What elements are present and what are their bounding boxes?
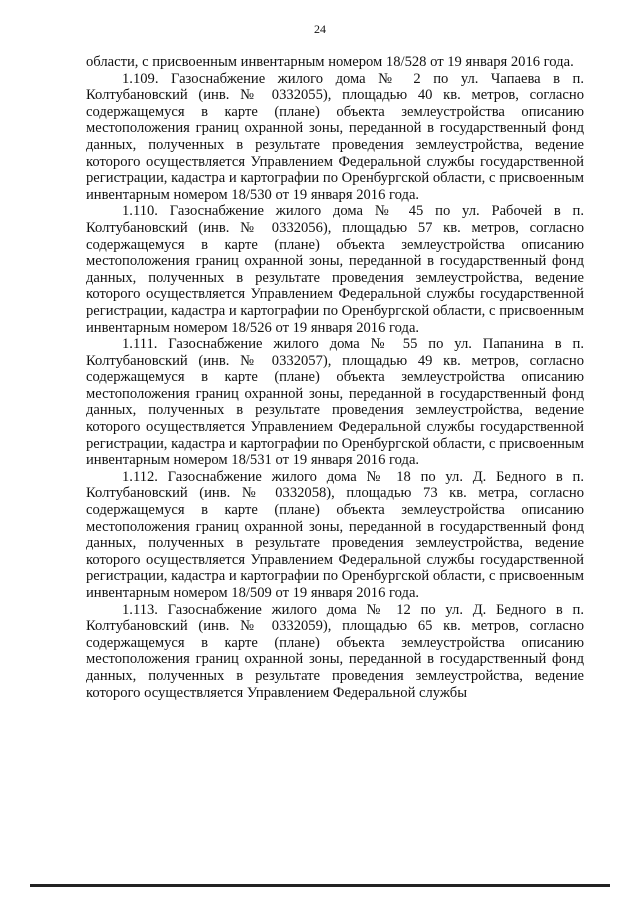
paragraph-item-1-113: 1.113. Газоснабжение жилого дома № 12 по ул. Д. Бедного в п. Колтубановский (инв. № 0332059), площадью 65 кв. метров, согласно содержащемуся в карте (плане) объекта землеустройства описанию местоположения границ охранной зоны, переданной в государственный фонд данных, полученных в результате проведения землеустройства, ведение которого осуществляется Управлением Федеральной службы — [86, 601, 584, 701]
paragraph-continuation: области, с присвоенным инвентарным номером 18/528 от 19 января 2016 года. — [86, 54, 574, 70]
paragraph-item-1-109: 1.109. Газоснабжение жилого дома № 2 по ул. Чапаева в п. Колтубановский (инв. № 0332055), площадью 40 кв. метров, согласно содержащемуся в карте (плане) объекта землеустройства описанию местоположения границ охранной зоны, переданной в государственный фонд данных, полученных в результате проведения землеустройства, ведение которого осуществляется Управлением Федеральной службы государственной регистрации, кадастра и картографии по Оренбургской области, с присвоенным инвентарным номером 18/530 от 19 января 2016 года. — [86, 70, 584, 203]
paragraph-item-1-110: 1.110. Газоснабжение жилого дома № 45 по ул. Рабочей в п. Колтубановский (инв. № 0332056), площадью 57 кв. метров, согласно содержащемуся в карте (плане) объекта землеустройства описанию местоположения границ охранной зоны, переданной в государственный фонд данных, полученных в результате проведения землеустройства, ведение которого осуществляется Управлением Федеральной службы государственной регистрации, кадастра и картографии по Оренбургской области, с присвоенным инвентарным номером 18/526 от 19 января 2016 года. — [86, 203, 584, 336]
page-bottom-rule — [30, 884, 610, 887]
document-body — [86, 54, 584, 701]
paragraph-item-1-111: 1.111. Газоснабжение жилого дома № 55 по ул. Папанина в п. Колтубановский (инв. № 0332057), площадью 49 кв. метров, согласно содержащемуся в карте (плане) объекта землеустройства описанию местоположения границ охранной зоны, переданной в государственный фонд данных, полученных в результате проведения землеустройства, ведение которого осуществляется Управлением Федеральной службы государственной регистрации, кадастра и картографии по Оренбургской области, с присвоенным инвентарным номером 18/531 от 19 января 2016 года. — [86, 336, 584, 469]
page-number: 24 — [314, 22, 326, 36]
paragraph-item-1-112: 1.112. Газоснабжение жилого дома № 18 по ул. Д. Бедного в п. Колтубановский (инв. № 0332058), площадью 73 кв. метра, согласно содержащемуся в карте (плане) объекта землеустройства описанию местоположения границ охранной зоны, переданной в государственный фонд данных, полученных в результате проведения землеустройства, ведение которого осуществляется Управлением Федеральной службы государственной регистрации, кадастра и картографии по Оренбургской области, с присвоенным инвентарным номером 18/509 от 19 января 2016 года. — [86, 468, 584, 601]
